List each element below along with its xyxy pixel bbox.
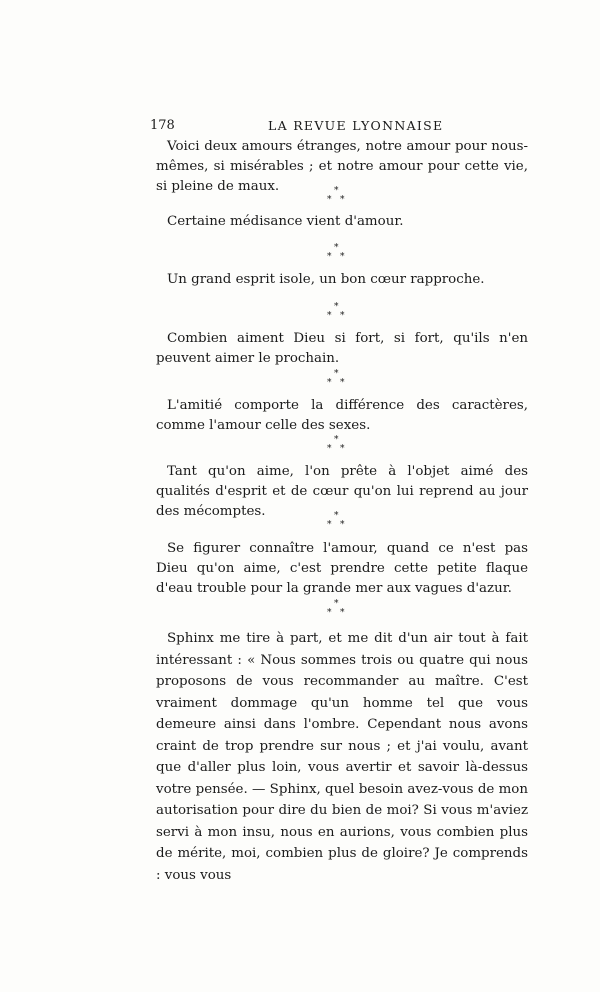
journal-title: LA REVUE LYONNAISE [268,118,444,133]
asterisk: * [340,520,345,530]
paragraph-text: Voici deux amours étranges, notre amour pour nous-mêmes, si misérables ; et notre amour pour cette vie, si pleine de maux. [156,139,528,194]
asterisk: * [340,608,345,618]
paragraph-text: Certaine médisance vient d'amour. [167,214,404,229]
asterism-separator [322,512,352,534]
asterisk: * [327,378,332,388]
asterisk: * [334,243,339,253]
asterisk: * [334,599,339,609]
aphorism-8 [156,628,528,886]
paragraph-text: Tant qu'on aime, l'on prête à l'objet aimé des qualités d'esprit et de cœur qu'on lui reprend au jour des mécomptes. [156,464,528,519]
aphorism-7 [156,539,528,599]
asterisk: * [327,608,332,618]
asterisk: * [327,520,332,530]
aphorism-5 [156,396,528,436]
asterism-separator [322,303,352,325]
asterism-separator [322,370,352,392]
asterisk: * [334,435,339,445]
asterisk: * [340,378,345,388]
asterisk: * [334,511,339,521]
aphorism-3 [156,270,528,290]
paragraph-text: Un grand esprit isole, un bon cœur rapproche. [167,272,485,287]
aphorism-4 [156,329,528,369]
paragraph-text: Se figurer connaître l'amour, quand ce n'est pas Dieu qu'on aime, c'est prendre cette petite flaque d'eau trouble pour la grande mer aux vagues d'azur. [156,541,528,596]
paragraph-text: L'amitié comporte la différence des caractères, comme l'amour celle des sexes. [156,398,528,433]
asterisk: * [327,195,332,205]
asterisk: * [327,444,332,454]
asterism-separator [322,600,352,622]
asterisk: * [334,369,339,379]
asterisk: * [340,252,345,262]
asterisk: * [340,311,345,321]
asterisk: * [327,252,332,262]
asterisk: * [340,444,345,454]
paragraph-text: Sphinx me tire à part, et me dit d'un air tout à fait intéressant : « Nous sommes trois ou quatre qui nous proposons de vous recommander au maître. C'est vraiment dommage qu'un homme tel que vous demeure ainsi dans l'ombre. Cependant nous avons craint de trop prendre sur nous ; et j'ai voulu, avant que d'aller plus loin, vous avertir et savoir là-dessus votre pensée. — Sphinx, quel besoin avez-vous de mon autorisation pour dire du bien de moi? Si vous m'aviez servi à mon insu, nous en aurions, vous combien plus de mérite, moi, combien plus de gloire? Je comprends : vous vous [156,631,528,883]
aphorism-2 [156,212,528,232]
asterisk: * [340,195,345,205]
asterism-separator [322,436,352,458]
page-number: 178 [150,118,175,133]
paragraph-text: Combien aiment Dieu si fort, si fort, qu'ils n'en peuvent aimer le prochain. [156,331,528,366]
asterisk: * [334,302,339,312]
asterisk: * [327,311,332,321]
asterisk: * [334,186,339,196]
asterism-separator [322,187,352,209]
running-head [150,118,528,136]
asterism-separator [322,244,352,266]
